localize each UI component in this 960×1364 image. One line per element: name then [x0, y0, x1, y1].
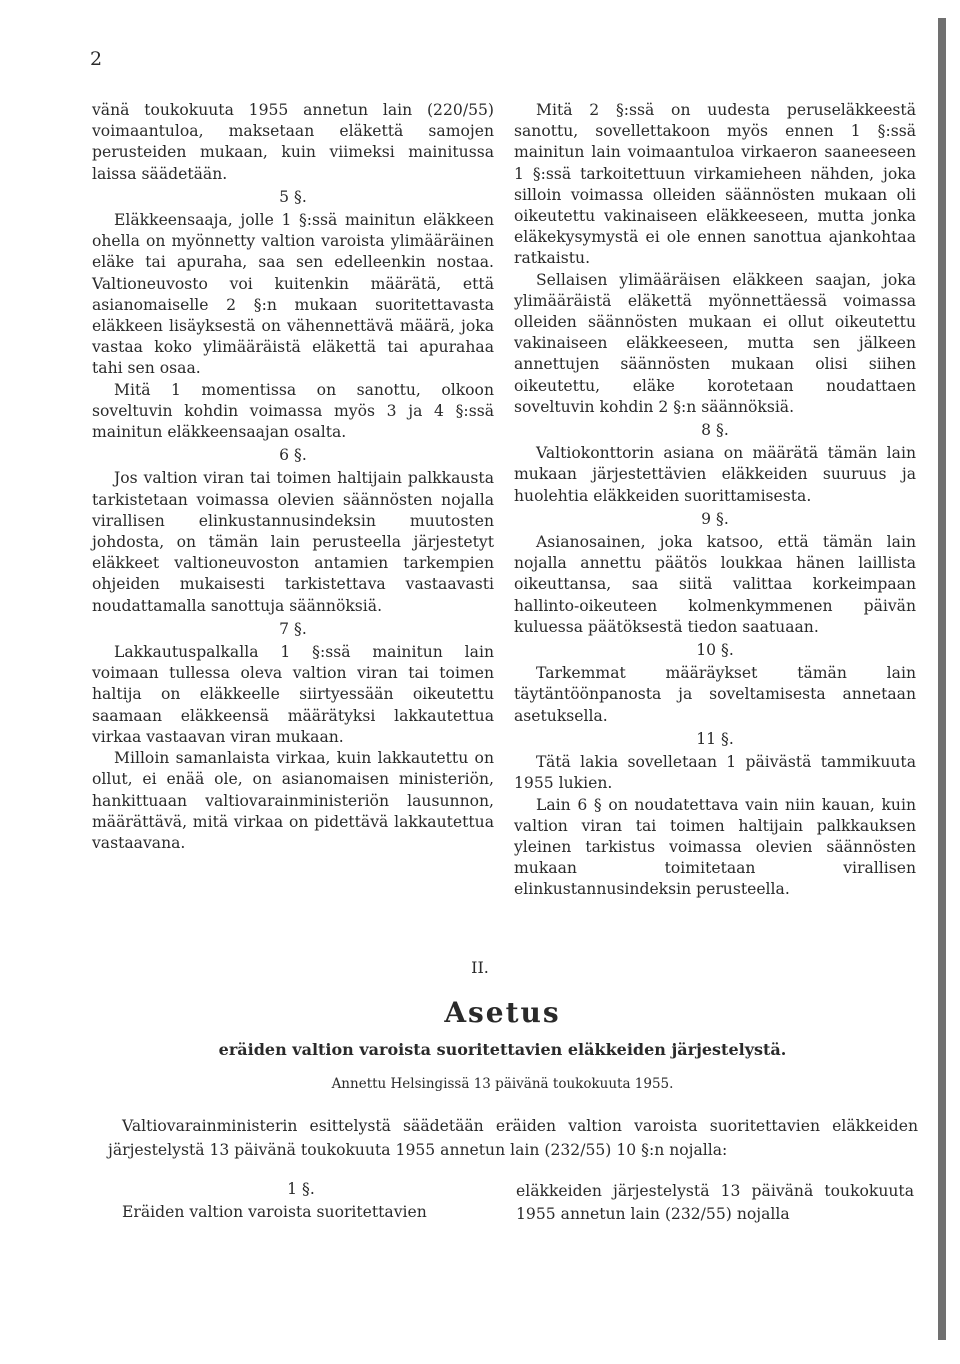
- decree-right-column: [516, 1180, 914, 1226]
- section-heading: 9 §.: [701, 509, 729, 528]
- paragraph: Tätä lakia sovelletaan 1 päivästä tammikuuta 1955 lukien.: [514, 753, 916, 793]
- decree-subtitle: eräiden valtion varoista suoritettavien eläkkeiden järjestelystä.: [218, 1040, 787, 1059]
- section-heading: 1 §.: [287, 1180, 315, 1198]
- paragraph: Eräiden valtion varoista suoritettavien: [122, 1203, 427, 1221]
- paragraph: Lain 6 § on noudatettava vain niin kauan, kuin valtion viran tai toimen haltijain palkkauksen yleinen tarkistus voimassa olevien säännösten mukaan toimitetaan virallisen elinkustannusindeksin perusteella.: [514, 795, 916, 899]
- decree-title: Asetus: [444, 996, 561, 1029]
- paragraph: vänä toukokuuta 1955 annetun lain (220/55) voimaantuloa, maksetaan eläkettä samojen perusteiden mukaan, kuin viimeksi mainitussa laissa säädetään.: [92, 101, 494, 183]
- paragraph: Asianosainen, joka katsoo, että tämän lain nojalla annettu päätös loukkaa hänen laillista oikeuttansa, saa siitä valittaa korkeimpaan hallinto-oikeuteen kolmenkymmenen päivän kuluessa päätöksestä tiedon saatuaan.: [514, 533, 916, 636]
- preamble-text: Valtiovarainministerin esittelystä säädetään eräiden valtion varoista suoritettavien eläkkeiden järjestelystä 13 päivänä toukokuuta 1955 annetun lain (232/55) 10 §:n nojalla:: [108, 1117, 918, 1159]
- paragraph: Mitä 2 §:ssä on uudesta peruseläkkeestä sanottu, sovellettakoon myös ennen 1 §:ssä mainitun lain voimaantuloa virkaeron saaneeseen 1 §:ssä tarkoitettuun virkamieheen nähden, joka silloin voimassa olleiden säännösten mukaan oli oikeutettu vakinaiseen eläkkeeseen, mutta jonka eläkekysymystä ei ole ennen sanottua ajankohtaa ratkaistu.: [514, 101, 916, 268]
- paragraph: eläkkeiden järjestelystä 13 päivänä toukokuuta 1955 annetun lain (232/55) nojalla: [516, 1182, 914, 1223]
- section-heading: 7 §.: [279, 619, 307, 638]
- section-heading: 5 §.: [279, 187, 307, 206]
- decree-given-date: Annettu Helsingissä 13 päivänä toukokuuta 1955.: [331, 1076, 674, 1092]
- decree-preamble: [108, 1114, 918, 1162]
- left-column: [92, 100, 494, 854]
- section-heading: 8 §.: [701, 421, 729, 440]
- paragraph: Sellaisen ylimääräisen eläkkeen saajan, joka ylimääräistä eläkettä myönnettäessä voimassa olleiden säännösten mukaan ei ollut oikeutettu vakinaiseen eläkkeeseen, mutta sen jälkeen annettujen säännösten mukaan olisi siihen oikeutettu, eläke korotetaan noudattaen soveltuvin kohdin 2 §:n säännöksiä.: [514, 270, 916, 416]
- decree-left-column: [108, 1178, 494, 1224]
- section-heading: 11 §.: [696, 729, 734, 748]
- section-heading: 6 §.: [279, 446, 307, 465]
- decree-section-number: II.: [471, 958, 489, 977]
- paragraph: Mitä 1 momentissa on sanottu, olkoon soveltuvin kohdin voimassa myös 3 ja 4 §:ssä mainitun eläkkeensaajan osalta.: [92, 380, 494, 442]
- paragraph: Eläkkeensaaja, jolle 1 §:ssä mainitun eläkkeen ohella on myönnetty valtion varoista ylimääräinen eläke tai apuraha, saa sen edelleenkin nostaa. Valtioneuvosto voi kuitenkin määrätä, että asianomaiselle 2 §:n mukaan suoritettavasta eläkkeen lisäyksestä on vähennettävä määrä, joka vastaa koko ylimääräistä eläkettä tai apurahaa tahi sen osaa.: [92, 211, 494, 378]
- paragraph: Milloin samanlaista virkaa, kuin lakkautettu on ollut, ei enää ole, on asianomaisen ministeriön, hankittuaan valtiovarainministeriön lausunnon, määrättävä, mitä virkaa on pidettävä lakkautettua vastaavana.: [92, 749, 494, 852]
- right-column: [514, 100, 916, 901]
- paragraph: Tarkemmat määräykset tämän lain täytäntöönpanosta ja soveltamisesta annetaan asetuksella.: [514, 664, 916, 725]
- paragraph: Lakkautuspalkalla 1 §:ssä mainitun lain voimaan tullessa oleva valtion viran tai toimen haltija on eläkkeelle siirtyessään oikeutettu saamaan eläkkeensä määrätyksi lakkautettua virkaa vastaavan viran mukaan.: [92, 643, 494, 746]
- paragraph: Valtiokonttorin asiana on määrätä tämän lain mukaan järjestettävien eläkkeiden suuruus ja huolehtia eläkkeiden suorittamisesta.: [514, 444, 916, 505]
- page-edge-border: [938, 18, 946, 1340]
- page-number: 2: [90, 48, 103, 70]
- paragraph: Jos valtion viran tai toimen haltijain palkkausta tarkistetaan voimassa olevien säännösten nojalla virallisen elinkustannusindeksin muutosten johdosta, on tämän lain perusteella järjestetyt eläkkeet valtioneuvoston antamien tarkempien ohjeiden mukaisesti tarkistettava vastaavasti noudattamalla sanottuja säännöksiä.: [92, 469, 494, 615]
- section-heading: 10 §.: [696, 641, 734, 660]
